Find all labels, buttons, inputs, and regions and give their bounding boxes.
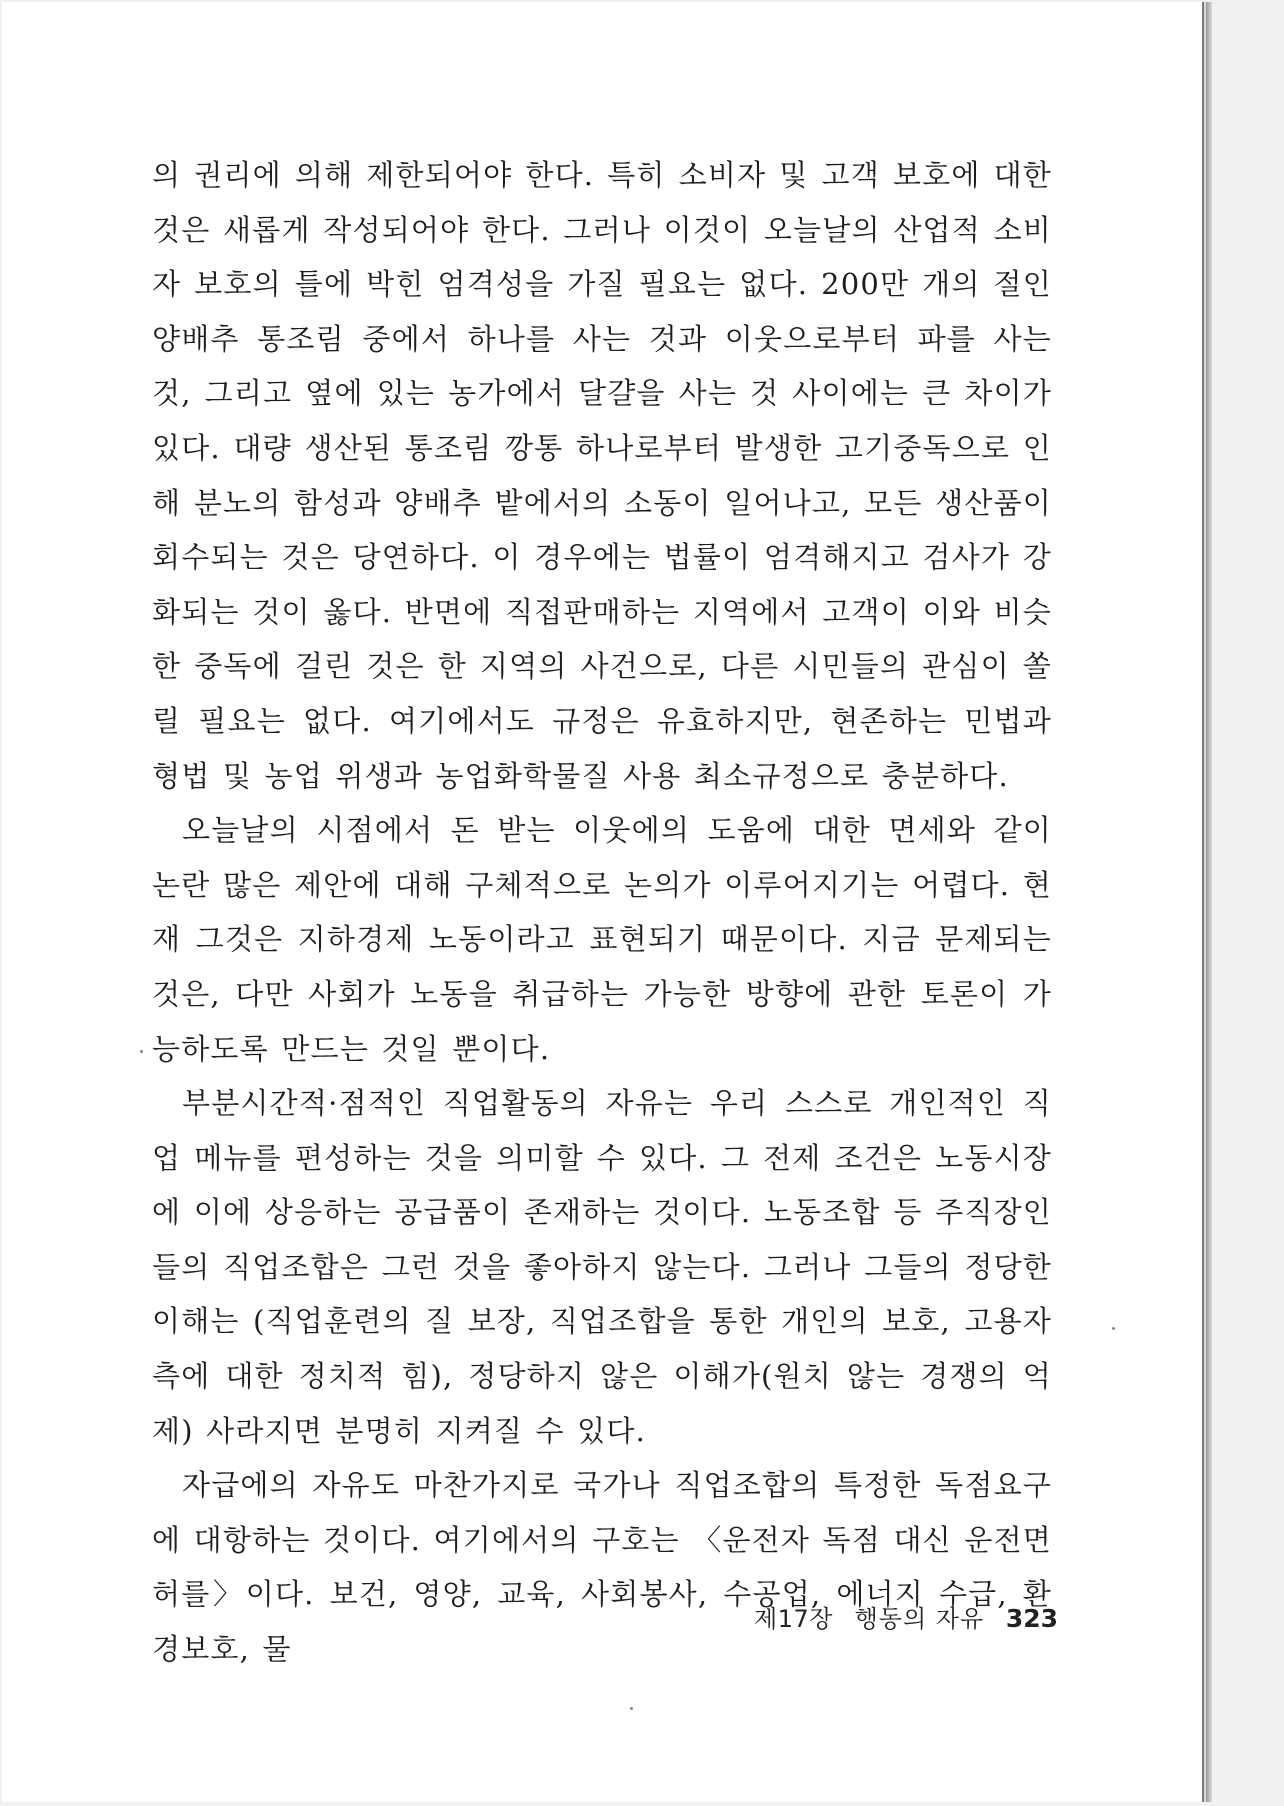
chapter-title: 행동의 자유 — [854, 1605, 985, 1633]
paragraph: 오늘날의 시점에서 돈 받는 이웃에의 도움에 대한 면세와 같이 논란 많은 제안에 대해 구체적으로 논의가 이루어지기는 어렵다. 현재 그것은 지하경제 노동이라고 표현되기 때문이다. 지금 문제되는 것은, 다만 사회가 노동을 취급하는 가능한 방향에 관한 토론이 가능하도록 만드는 것일 뿐이다. — [152, 813, 1052, 1066]
body-text — [152, 148, 1052, 1677]
scan-speck — [140, 1050, 143, 1053]
paragraph: 부분시간적·점적인 직업활동의 자유는 우리 스스로 개인적인 직업 메뉴를 편성하는 것을 의미할 수 있다. 그 전제 조건은 노동시장에 이에 상응하는 공급품이 존재하는 것이다. 노동조합 등 주직장인들의 직업조합은 그런 것을 좋아하지 않는다. 그러나 그들의 정당한 이해는 (직업훈련의 질 보장, 직업조합을 통한 개인의 보호, 고용자측에 대한 정치적 힘), 정당하지 않은 이해가(원치 않는 경쟁의 억제) 사라지면 분명히 지켜질 수 있다. — [152, 1086, 1052, 1448]
running-footer — [702, 1599, 1058, 1634]
scan-speck — [630, 1707, 633, 1710]
page-number: 323 — [1005, 1604, 1058, 1633]
scan-speck — [1112, 1327, 1115, 1330]
book-page — [2, 2, 1204, 1802]
page-edge — [1206, 2, 1212, 1802]
chapter-label: 제17장 — [754, 1605, 833, 1633]
paragraph: 자급에의 자유도 마찬가지로 국가나 직업조합의 특정한 독점요구에 대항하는 것이다. 여기에서의 구호는 〈운전자 독점 대신 운전면허를〉이다. 보건, 영양, 교육, 사회봉사, 수공업, 에너지 수급, 환경보호, 물 — [152, 1468, 1052, 1667]
paragraph: 의 권리에 의해 제한되어야 한다. 특히 소비자 및 고객 보호에 대한 것은 새롭게 작성되어야 한다. 그러나 이것이 오늘날의 산업적 소비자 보호의 틀에 박힌 엄격성을 가질 필요는 없다. 200만 개의 절인 양배추 통조림 중에서 하나를 사는 것과 이웃으로부터 파를 사는 것, 그리고 옆에 있는 농가에서 달걀을 사는 것 사이에는 큰 차이가 있다. 대량 생산된 통조림 깡통 하나로부터 발생한 고기중독으로 인해 분노의 함성과 양배추 밭에서의 소동이 일어나고, 모든 생산품이 회수되는 것은 당연하다. 이 경우에는 법률이 엄격해지고 검사가 강화되는 것이 옳다. 반면에 직접판매하는 지역에서 고객이 이와 비슷한 중독에 걸린 것은 한 지역의 사건으로, 다른 시민들의 관심이 쏠릴 필요는 없다. 여기에서도 규정은 유효하지만, 현존하는 민법과 형법 및 농업 위생과 농업화학물질 사용 최소규정으로 충분하다. — [152, 158, 1052, 793]
